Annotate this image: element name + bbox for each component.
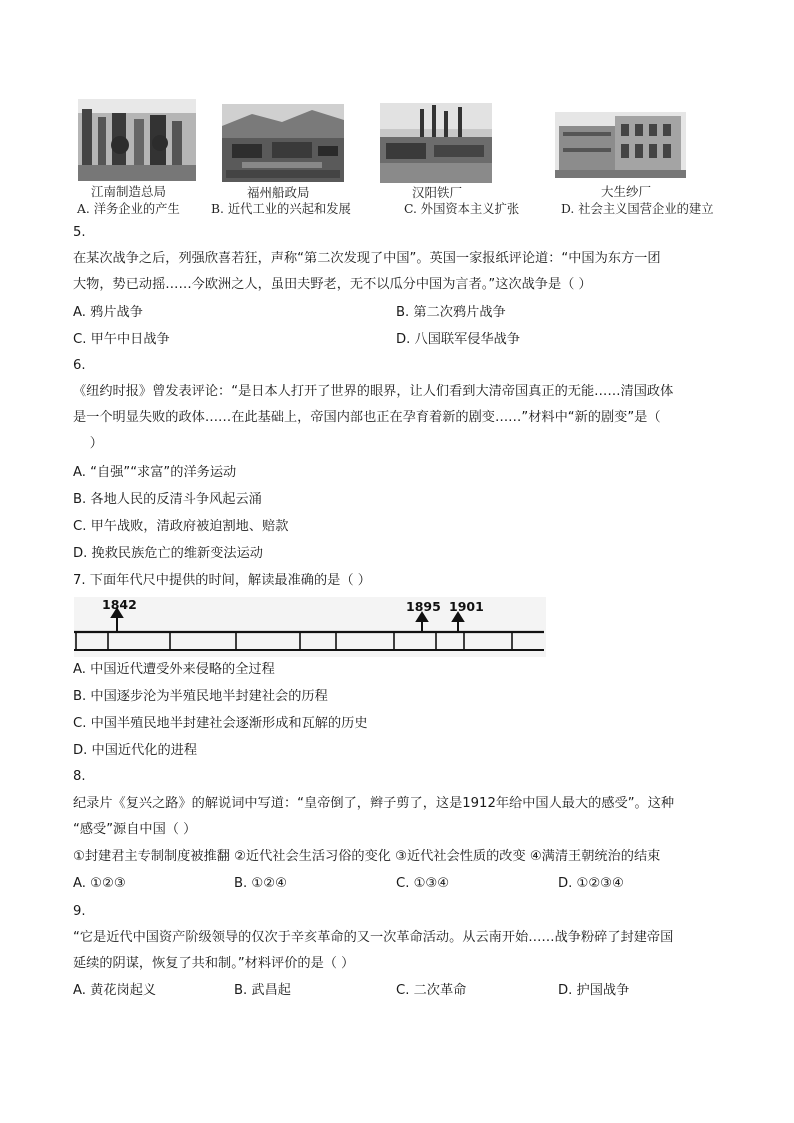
q9-number: 9. <box>73 904 86 919</box>
timeline-ruler <box>74 597 546 657</box>
q7-option-a: A. 中国近代遭受外来侵略的全过程 <box>73 662 275 677</box>
q4-option-a: A. 洋务企业的产生 <box>77 202 180 216</box>
q5-stem-line2: 大物，势已动摇……今欧洲之人，虽田夫野老，无不以瓜分中国为言者。”这次战争是（ ） <box>73 277 592 292</box>
photo-jiangnan-arsenal <box>78 99 196 181</box>
q9-stem-line1: “它是近代中国资产阶级领导的仅次于辛亥革命的又一次革命活动。从云南开始……战争粉碎了封建帝国 <box>73 930 674 945</box>
year-label-1895: 1895 <box>406 599 441 614</box>
q8-stem-line1: 纪录片《复兴之路》的解说词中写道：“皇帝倒了，辫子剪了，这是1912年给中国人最大的感受”。这种 <box>73 796 675 811</box>
q6-option-a: A. “自强”“求富”的洋务运动 <box>73 465 237 480</box>
q7-option-c: C. 中国半殖民地半封建社会逐渐形成和瓦解的历史 <box>73 716 368 731</box>
q8-number: 8. <box>73 769 86 784</box>
q8-option-d: D. ①②③④ <box>558 876 624 891</box>
q4-option-b: B. 近代工业的兴起和发展 <box>211 202 351 216</box>
q5-option-d: D. 八国联军侵华战争 <box>396 332 521 347</box>
q7-option-b: B. 中国逐步沦为半殖民地半封建社会的历程 <box>73 689 328 704</box>
caption-hanyang: 汉阳铁厂 <box>412 185 463 200</box>
q5-number: 5. <box>73 225 86 240</box>
q5-option-b: B. 第二次鸦片战争 <box>396 305 506 320</box>
q5-stem-line1: 在某次战争之后，列强欣喜若狂，声称“第二次发现了中国”。英国一家报纸评论道：“中国为东方一团 <box>73 251 661 266</box>
q4-option-c: C. 外国资本主义扩张 <box>404 202 520 216</box>
q6-option-b: B. 各地人民的反清斗争风起云涌 <box>73 492 262 507</box>
q8-option-b: B. ①②④ <box>234 876 287 891</box>
q9-option-c: C. 二次革命 <box>396 983 467 998</box>
q6-stem-line3: ） <box>73 436 103 451</box>
q5-option-a: A. 鸦片战争 <box>73 305 143 320</box>
photo-dasheng-mill <box>555 112 686 178</box>
q6-stem-line1: 《纽约时报》曾发表评论：“是日本人打开了世界的眼界，让人们看到大清帝国真正的无能……清国政体 <box>73 384 674 399</box>
q7-stem: 7. 下面年代尺中提供的时间，解读最准确的是（ ） <box>73 573 371 588</box>
q6-number: 6. <box>73 358 86 373</box>
q7-option-d: D. 中国近代化的进程 <box>73 743 198 758</box>
q5-option-c: C. 甲午中日战争 <box>73 332 170 347</box>
q6-option-c: C. 甲午战败，清政府被迫割地、赔款 <box>73 519 289 534</box>
q8-stem-line3: ①封建君主专制制度被推翻 ②近代社会生活习俗的变化 ③近代社会性质的改变 ④满清王朝统治的结束 <box>73 849 661 864</box>
q8-option-c: C. ①③④ <box>396 876 450 891</box>
q8-stem-line2: “感受”源自中国（ ） <box>73 822 197 837</box>
photo-hanyang-ironworks <box>380 103 492 183</box>
q9-option-b: B. 武昌起 <box>234 983 291 998</box>
year-label-1842: 1842 <box>102 597 137 612</box>
q9-option-d: D. 护国战争 <box>558 983 630 998</box>
q6-stem-line2: 是一个明显失败的政体……在此基础上，帝国内部也正在孕育着新的剧变……”材料中“新的剧变”是（ <box>73 410 661 425</box>
caption-fuzhou: 福州船政局 <box>247 185 310 200</box>
q9-stem-line2: 延续的阴谋，恢复了共和制。”材料评价的是（ ） <box>73 956 355 971</box>
year-label-1901: 1901 <box>449 599 484 614</box>
q8-option-a: A. ①②③ <box>73 876 126 891</box>
q9-option-a: A. 黄花岗起义 <box>73 983 157 998</box>
caption-jiangnan: 江南制造总局 <box>91 184 167 199</box>
q4-option-d: D. 社会主义国营企业的建立 <box>561 202 714 216</box>
caption-dasheng: 大生纱厂 <box>601 184 652 199</box>
q6-option-d: D. 挽救民族危亡的维新变法运动 <box>73 546 263 561</box>
photo-fuzhou-shipyard <box>222 104 344 182</box>
